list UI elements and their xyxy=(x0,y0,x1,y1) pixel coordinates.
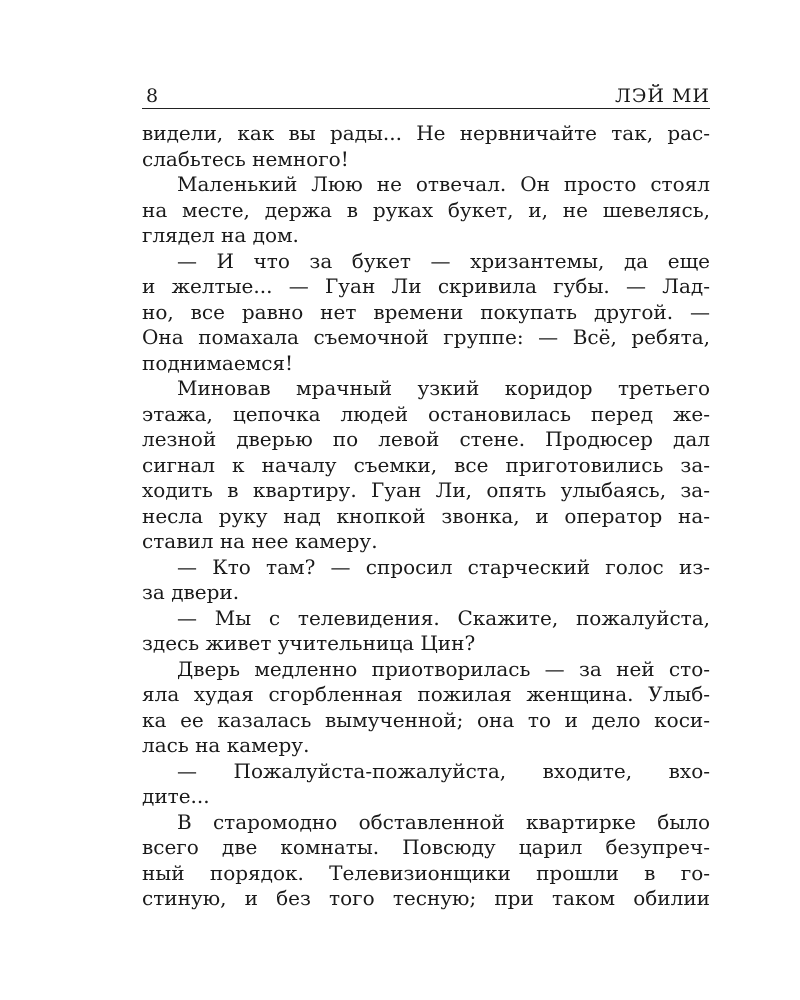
text-line: Дверь медленно приотворилась — за ней сто- xyxy=(177,656,710,681)
text-line: видели, как вы рады... Не нервничайте так, рас- xyxy=(142,121,710,145)
text-line: лась на камеру. xyxy=(142,733,310,757)
text-line: здесь живет учительница Цин? xyxy=(142,631,476,655)
text-line: сигнал к началу съемки, все приготовились за- xyxy=(142,452,710,477)
text-line: — Пожалуйста-пожалуйста, входите, вхо- xyxy=(177,758,710,783)
text-line: на месте, держа в руках букет, и, не шевелясь, xyxy=(142,197,710,222)
text-line: — Мы с телевидения. Скажите, пожалуйста, xyxy=(177,605,710,630)
text-line: стиную, и без того тесную; при таком обилии xyxy=(142,886,710,910)
body-text xyxy=(142,121,710,912)
page-number: 8 xyxy=(146,85,159,107)
text-line: Маленький Люю не отвечал. Он просто стоял xyxy=(177,172,710,196)
text-line: и желтые... — Гуан Ли скривила губы. — Лад- xyxy=(142,274,710,298)
text-line: слабьтесь немного! xyxy=(142,146,349,171)
text-line: Она помахала съемочной группе: — Всё, ребята, xyxy=(142,325,710,349)
text-line: поднимаемся! xyxy=(142,350,294,375)
text-line: ка ее казалась вымученной; она то и дело коси- xyxy=(142,707,710,732)
text-line: но, все равно нет времени покупать другой. — xyxy=(142,299,710,324)
text-line: В старомодно обставленной квартирке было xyxy=(177,809,710,834)
text-line: всего две комнаты. Повсюду царил безупреч- xyxy=(142,835,710,859)
text-line: — И что за букет — хризантемы, да еще xyxy=(177,248,710,273)
running-title: ЛЭЙ МИ xyxy=(614,85,710,107)
text-line: — Кто там? — спросил старческий голос из- xyxy=(177,554,710,579)
running-header xyxy=(142,84,710,109)
text-line: лезной дверью по левой стене. Продюсер дал xyxy=(142,427,710,451)
text-line: ставил на нее камеру. xyxy=(142,529,378,553)
text-line: Миновав мрачный узкий коридор третьего xyxy=(177,376,710,400)
text-line: несла руку над кнопкой звонка, и оператор на- xyxy=(142,503,710,528)
text-line: глядел на дом. xyxy=(142,223,299,247)
text-line: за двери. xyxy=(142,580,240,604)
text-line: этажа, цепочка людей остановилась перед же- xyxy=(142,401,710,426)
text-line: ходить в квартиру. Гуан Ли, опять улыбаясь, за- xyxy=(142,478,710,502)
text-line: дите... xyxy=(142,784,210,808)
text-line: ный порядок. Телевизионщики прошли в го- xyxy=(142,860,710,885)
text-line: яла худая сгорбленная пожилая женщина. Улыб- xyxy=(142,682,710,706)
